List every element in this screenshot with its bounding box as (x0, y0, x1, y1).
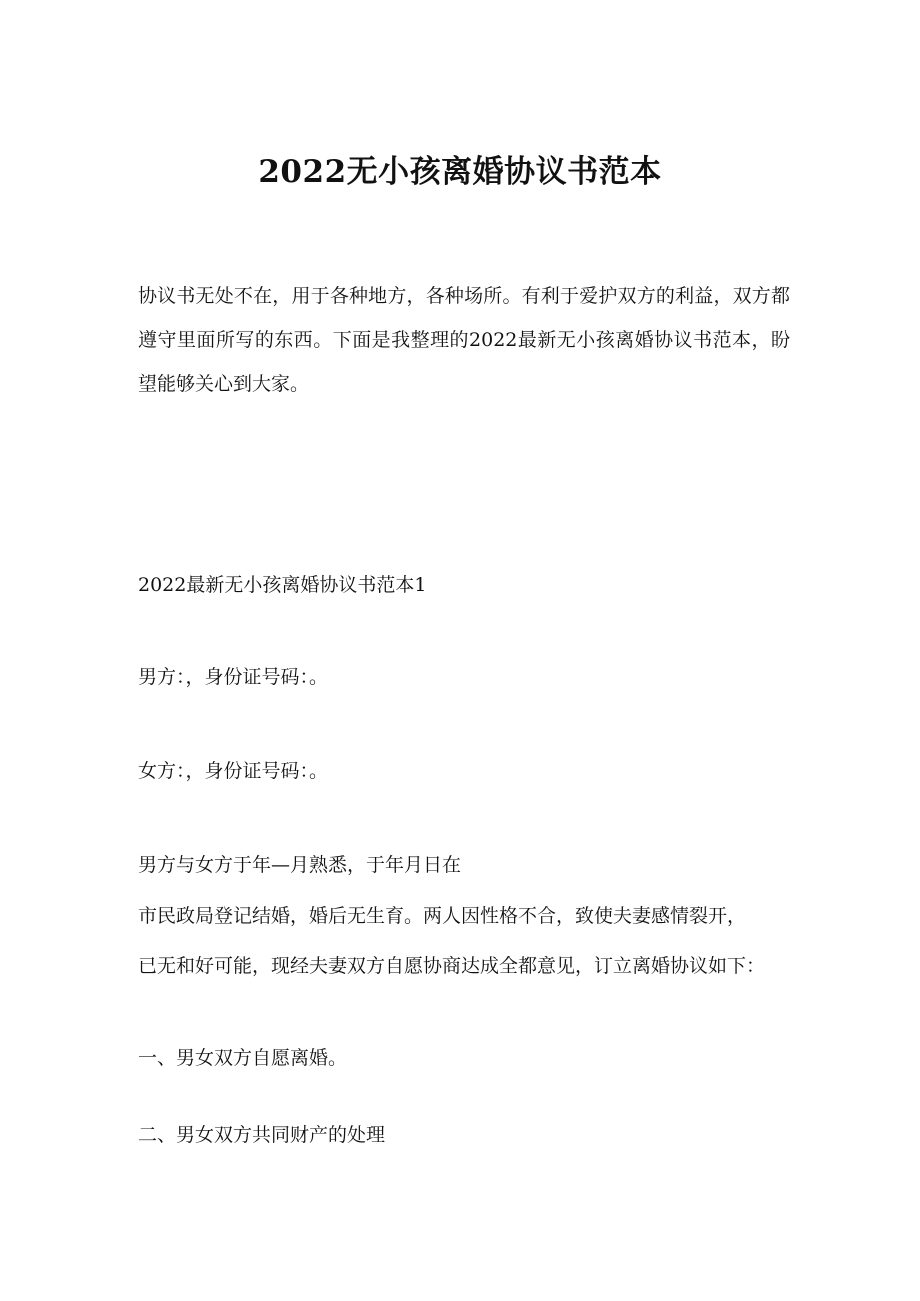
paragraph-line-2: 市民政局登记结婚，婚后无生育。两人因性格不合，致使夫妻感情裂开， (138, 905, 747, 927)
paragraph-line-3: 已无和好可能，现经夫妻双方自愿协商达成全都意见，订立离婚协议如下： (138, 955, 766, 977)
intro-paragraph: 协议书无处不在，用于各种地方，各种场所。有利于爱护双方的利益，双方都遵守里面所写的东西。下面是我整理的2022最新无小孩离婚协议书范本，盼望能够关心到大家。 (138, 285, 790, 395)
male-party-line: 男方：，身份证号码：。 (138, 666, 329, 688)
document-title: 2022无小孩离婚协议书范本 (258, 154, 662, 190)
section-heading: 2022最新无小孩离婚协议书范本1 (138, 574, 427, 596)
paragraph-line-1: 男方与女方于年—月熟悉，于年月日在 (138, 854, 462, 876)
clause-2: 二、男女双方共同财产的处理 (138, 1124, 386, 1146)
clause-1: 一、男女双方自愿离婚。 (138, 1047, 348, 1069)
female-party-line: 女方：，身份证号码：。 (138, 760, 329, 782)
